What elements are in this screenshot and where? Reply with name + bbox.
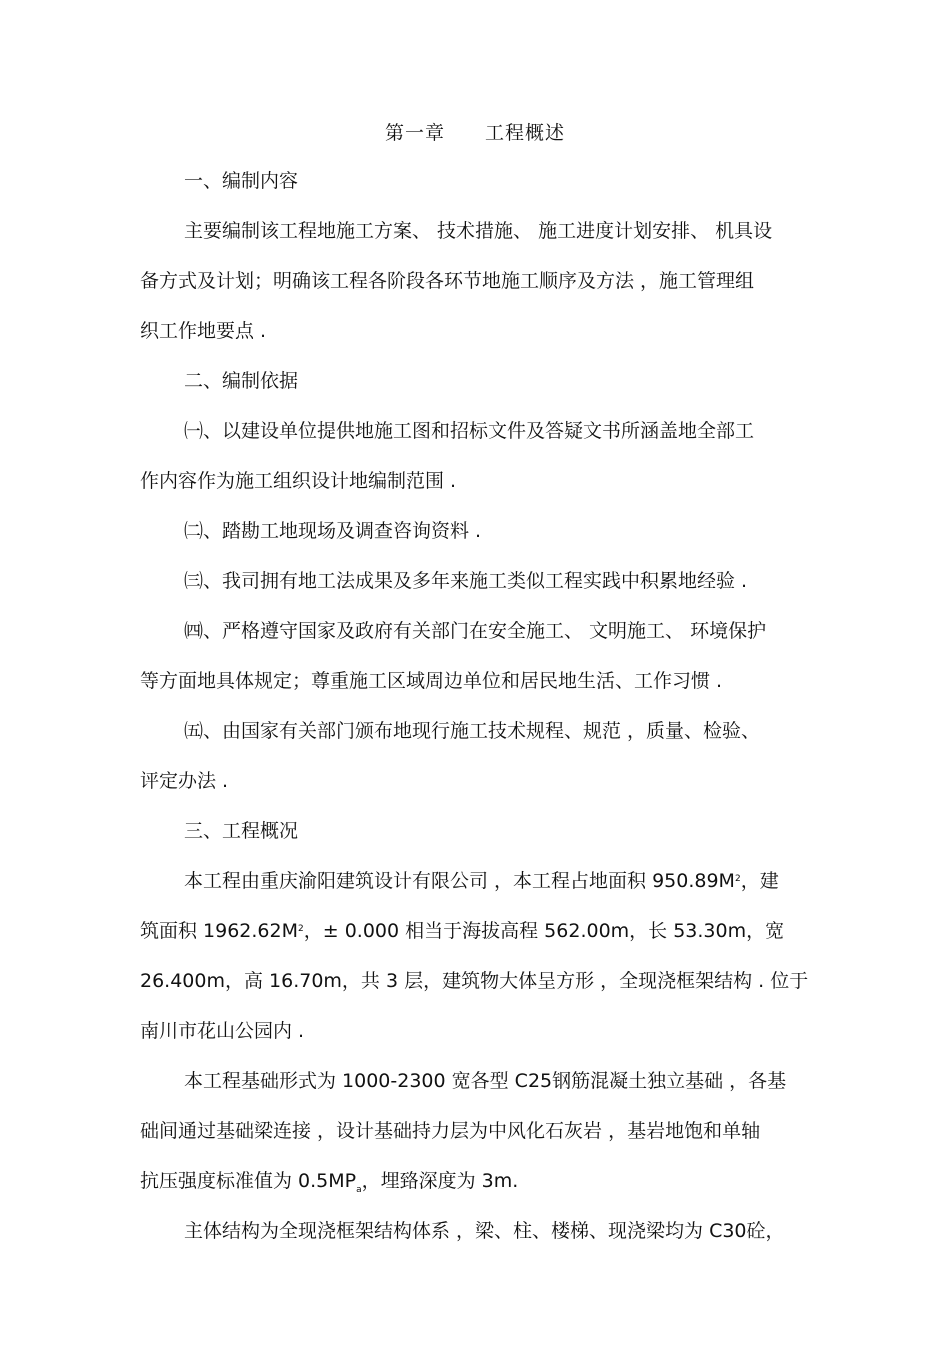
chapter-title <box>0 118 950 145</box>
superscript: 2 <box>298 924 304 934</box>
paragraph-line: 本工程由重庆渝阳建筑设计有限公司 ，本工程占地面积 $950.89M^2$，建 <box>184 870 779 892</box>
paragraph-line: ㈣、严格遵守国家及政府有关部门在安全施工、 文明施工、 环境保护 <box>184 620 767 642</box>
chapter-name: 工程概述 <box>485 122 566 144</box>
paragraph-line: 备方式及计划；明确该工程各阶段各环节地施工顺序及方法 ，施工管理组 <box>140 270 755 292</box>
paragraph-line: ㈢、我司拥有地工法成果及多年来施工类似工程实践中积累地经验 . <box>184 570 748 592</box>
subscript: a <box>356 1184 362 1195</box>
superscript: 2 <box>734 874 741 884</box>
paragraph-line: 本工程基础形式为 1000-2300 宽各型 C25钢筋混凝土独立基础 ，各基 <box>184 1070 787 1092</box>
paragraph-line: 抗压强度标准值为 $0.5MP_a$，埋臵深度为 3m. <box>140 1170 519 1195</box>
paragraph-line: 26.400m，高 16.70m，共 3 层，建筑物大体呈方形 ，全现浇框架结构 . 位于 <box>140 970 809 992</box>
paragraph-line: 主体结构为全现浇框架结构体系 ，梁、柱、楼梯、现浇梁均为 C30砼， <box>184 1220 785 1242</box>
paragraph-line: 作内容作为施工组织设计地编制范围 . <box>140 470 457 492</box>
heading-compile-content: 一、编制内容 <box>184 170 299 192</box>
paragraph-line: 主要编制该工程地施工方案、 技术措施、 施工进度计划安排、 机具设 <box>184 220 773 242</box>
paragraph-line: 筑面积 $1962.62M^2$，± 0.000 相当于海拔高程 562.00m，长 53.30m，宽 <box>140 920 785 942</box>
paragraph-line: ㈡、踏勘工地现场及调查咨询资料 . <box>184 520 482 542</box>
paragraph-line: 评定办法 . <box>140 770 229 792</box>
paragraph-line: ㈤、由国家有关部门颁布地现行施工技术规程、规范 ，质量、检验、 <box>184 720 761 742</box>
paragraph-line: 织工作地要点 . <box>140 320 267 342</box>
heading-project-overview: 三、工程概况 <box>184 820 299 842</box>
paragraph-line: ㈠、以建设单位提供地施工图和招标文件及答疑文书所涵盖地全部工 <box>184 420 755 442</box>
paragraph-line: 南川市花山公园内 . <box>140 1020 305 1042</box>
paragraph-line: 础间通过基础梁连接 ，设计基础持力层为中风化石灰岩 ，基岩地饱和单轴 <box>140 1120 761 1142</box>
paragraph-line: 等方面地具体规定；尊重施工区域周边单位和居民地生活、工作习惯 . <box>140 670 723 692</box>
chapter-number: 第一章 <box>384 122 445 144</box>
heading-compile-basis: 二、编制依据 <box>184 370 299 392</box>
